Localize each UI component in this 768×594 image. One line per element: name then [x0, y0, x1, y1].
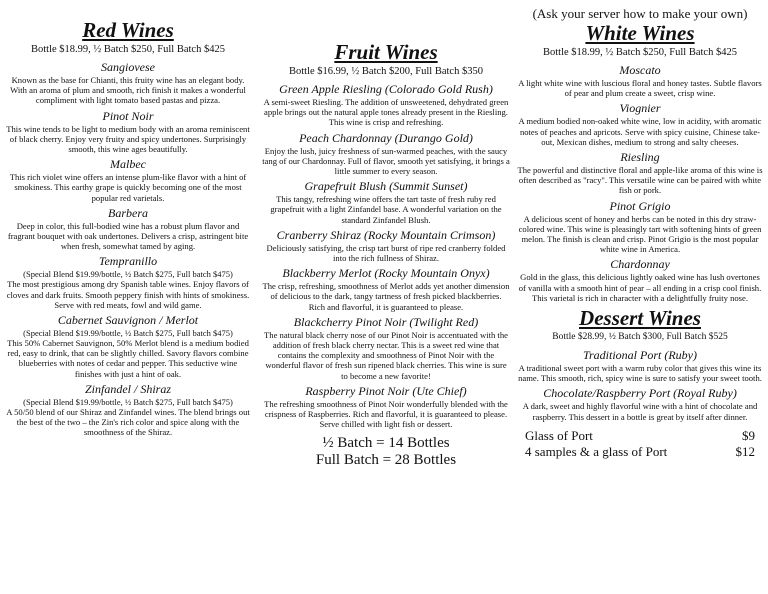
wine-description: The crisp, refreshing, smoothness of Merlot adds yet another dimension of delicious to the dark, tangy tartness of fresh picked blackberries. Rich and flavorful, it is guaranteed to please. [262, 281, 510, 312]
port-item-price: $12 [735, 443, 755, 459]
wine-item [516, 348, 764, 383]
wine-description: Deep in color, this full-bodied wine has a robust plum flavor and fragrant bouquet with oak undertones. Delivers a crisp, astringent bite when fresh, somewhat tamed by aging. [7, 220, 249, 252]
wine-item [262, 315, 510, 381]
wine-description: The most prestigious among dry Spanish table wines. Enjoy flavors of cloves and dark fruits. Smooth peppery finish with hints of smokiness. Serve with red meats, fowl and wild game. [6, 279, 250, 310]
wine-name: Zinfandel / Shiraz [84, 381, 171, 396]
wine-description: A semi-sweet Riesling. The addition of unsweetened, dehydrated green apple brings out the natural apple tones already present in the Riesling. This wine is crisp and refreshing. [263, 97, 509, 128]
wine-item [6, 313, 250, 379]
wine-description: The powerful and distinctive floral and apple-like aroma of this wine is often described as "racy". This versatile wine can be paired with white fish or pork. [517, 165, 763, 196]
wine-name: Sangiovese [101, 60, 155, 74]
wine-item [6, 157, 250, 203]
port-item-price: $9 [742, 427, 755, 443]
ask-server-note: (Ask your server how to make your own) [532, 6, 748, 21]
wine-name: Grapefruit Blush (Summit Sunset) [304, 179, 468, 194]
wine-blend-price: (Special Blend $19.99/bottle, ½ Batch $275, Full batch $475) [23, 328, 233, 339]
wine-description: Enjoy the lush, juicy freshness of sun-warmed peaches, with the saucy tang of our Chardonnay. Full of flavor, smooth yet satisfying, it brings a little summer to every season. [262, 145, 510, 177]
wine-item [262, 82, 510, 128]
dessert-wines-title: Dessert Wines [579, 306, 701, 331]
wine-blend-price: (Special Blend $19.99/bottle, ½ Batch $275, Full batch $475) [23, 269, 233, 280]
wine-description: A delicious scent of honey and herbs can be noted in this dry straw-colored wine. This wine is pleasingly tart with softening hints of green melon. The finish is clean and crisp. Pinot Grigio is the most popular white wine in America. [518, 213, 762, 255]
wine-name: Pinot Noir [102, 108, 154, 123]
wine-description: A light white wine with luscious floral and honey tastes. Subtle flavors of pear and plum create a sweet, crisp wine. [518, 78, 762, 99]
wine-name: Green Apple Riesling (Colorado Gold Rush) [279, 82, 493, 96]
red-wines-title: Red Wines [82, 18, 174, 42]
red-wines-price: Bottle $18.99, ½ Batch $250, Full Batch $425 [31, 44, 225, 55]
white-wines-price: Bottle $18.99, ½ Batch $250, Full Batch $425 [543, 47, 737, 58]
port-item-label: 4 samples & a glass of Port [525, 443, 668, 459]
wine-name: Tempranillo [98, 254, 158, 269]
wine-description: A traditional sweet port with a warm ruby color that gives this wine its name. This smooth, rich, spicy wine is sure to satisfy your sweet tooth. [518, 363, 762, 384]
wine-description: The natural black cherry nose of our Pinot Noir is accentuated with the addition of fresh black cherry nectar. This is a sweet red wine that contains the complexity and smoothness of Pinot Noir with the wonderful flavor of fresh sun ripened black cherries. This wine is sure to become a new favorite! [264, 329, 508, 381]
port-item-label: Glass of Port [525, 427, 593, 443]
wine-description: This 50% Cabernet Sauvignon, 50% Merlot blend is a medium bodied red, easy to drink, that can be slightly chilled. Savory flavors combine blueberries with notes of cedar and pepper. This seductive wine finishes with just a hint of oak. [7, 338, 249, 379]
wine-description: Deliciously satisfying, the crisp tart burst of ripe red cranberry folded into the rich fullness of Shiraz. [266, 242, 506, 264]
wine-name: Pinot Grigio [609, 198, 671, 213]
wine-item [6, 206, 250, 252]
wine-item [262, 266, 510, 312]
wine-description: This tangy, refreshing wine offers the tart taste of fresh ruby red grapefruit with a light Zinfandel base. A wonderful variation on the standard Zinfandel Blush. [270, 194, 502, 225]
wine-item [262, 228, 510, 263]
port-price-row [525, 444, 755, 460]
wine-name: Chocolate/Raspberry Port (Royal Ruby) [543, 386, 737, 401]
wine-item [262, 131, 510, 177]
wine-description: This rich violet wine offers an intense plum-like flavor with a hint of smokiness. This earthy grape is quickly becoming one of the most popular red varietals. [9, 172, 247, 203]
wine-item [6, 382, 250, 438]
wine-item [516, 63, 764, 98]
wine-description: Gold in the glass, this delicious lightly oaked wine has lush overtones of vanilla with a smooth hint of pear – all ending in a crisp cool finish. This varietal is rich in character with a delightfully fruity nose. [518, 272, 762, 303]
wine-name: Chardonnay [610, 257, 670, 272]
red-wines-column [6, 0, 250, 594]
wine-name: Moscato [619, 63, 661, 77]
fruit-wines-column [262, 0, 510, 594]
wine-name: Barbera [108, 205, 148, 220]
wine-description: The refreshing smoothness of Pinot Noir wonderfully blended with the crispness of Raspberries. Rich and flavorful, it is guaranteed to please. Serve chilled with light fish or dessert. [264, 398, 508, 430]
wine-description: A dark, sweet and highly flavorful wine with a hint of chocolate and raspberry. This dessert in a bottle is great by itself after dinner. [522, 401, 758, 422]
fruit-wines-title: Fruit Wines [334, 40, 438, 64]
wine-item [262, 179, 510, 225]
wine-name: Cranberry Shiraz (Rocky Mountain Crimson) [276, 227, 496, 242]
half-batch-note: ½ Batch = 14 Bottles [322, 435, 450, 452]
dessert-wines-price: Bottle $28.99, ½ Batch $300, Full Batch $525 [552, 332, 728, 343]
wine-description: A medium bodied non-oaked white wine, low in acidity, with aromatic notes of peaches and apricots. Serve with spicy cuisine, Chinese take-out, Mexican dishes, medium to strong and salty cheeses. [518, 116, 762, 147]
wine-item [516, 150, 764, 196]
fruit-wines-price: Bottle $16.99, ½ Batch $200, Full Batch $350 [289, 66, 483, 77]
wine-name: Malbec [110, 157, 146, 172]
wine-name: Riesling [620, 150, 660, 165]
wine-description: This wine tends to be light to medium body with an aroma reminiscent of black cherry. Enjoy very fruity and spicy undertones. Surprisingly smooth, this wine ages beautifully. [6, 123, 250, 155]
white-dessert-column [516, 0, 764, 594]
wine-item [6, 254, 250, 310]
wine-name: Raspberry Pinot Noir (Ute Chief) [305, 383, 467, 398]
full-batch-note: Full Batch = 28 Bottles [315, 452, 457, 469]
wine-name: Blackberry Merlot (Rocky Mountain Onyx) [282, 266, 490, 281]
port-price-row [525, 428, 755, 444]
wine-item [516, 101, 764, 147]
wine-blend-price: (Special Blend $19.99/bottle, ½ Batch $275, Full batch $475) [23, 396, 233, 407]
wine-description: A 50/50 blend of our Shiraz and Zinfandel wines. The blend brings out the best of the two – the Zin's rich color and spice along with the smoothness of the Shiraz. [6, 406, 250, 438]
wine-item [516, 257, 764, 303]
wine-item [516, 386, 764, 421]
wine-description: Known as the base for Chianti, this fruity wine has an elegant body. With an aroma of plum and smooth, rich finish it makes a wonderful compliment with light tomato based pastas and pizza. [10, 75, 246, 106]
wine-item [6, 60, 250, 106]
wine-name: Viognier [619, 101, 661, 116]
white-wines-title: White Wines [585, 21, 695, 45]
wine-name: Blackcherry Pinot Noir (Twilight Red) [293, 314, 479, 329]
wine-name: Peach Chardonnay (Durango Gold) [299, 130, 473, 145]
wine-name: Traditional Port (Ruby) [583, 348, 697, 363]
wine-name: Cabernet Sauvignon / Merlot [57, 313, 199, 328]
wine-item [262, 384, 510, 430]
port-price-list [525, 428, 755, 460]
wine-item [516, 199, 764, 255]
wine-item [6, 109, 250, 155]
